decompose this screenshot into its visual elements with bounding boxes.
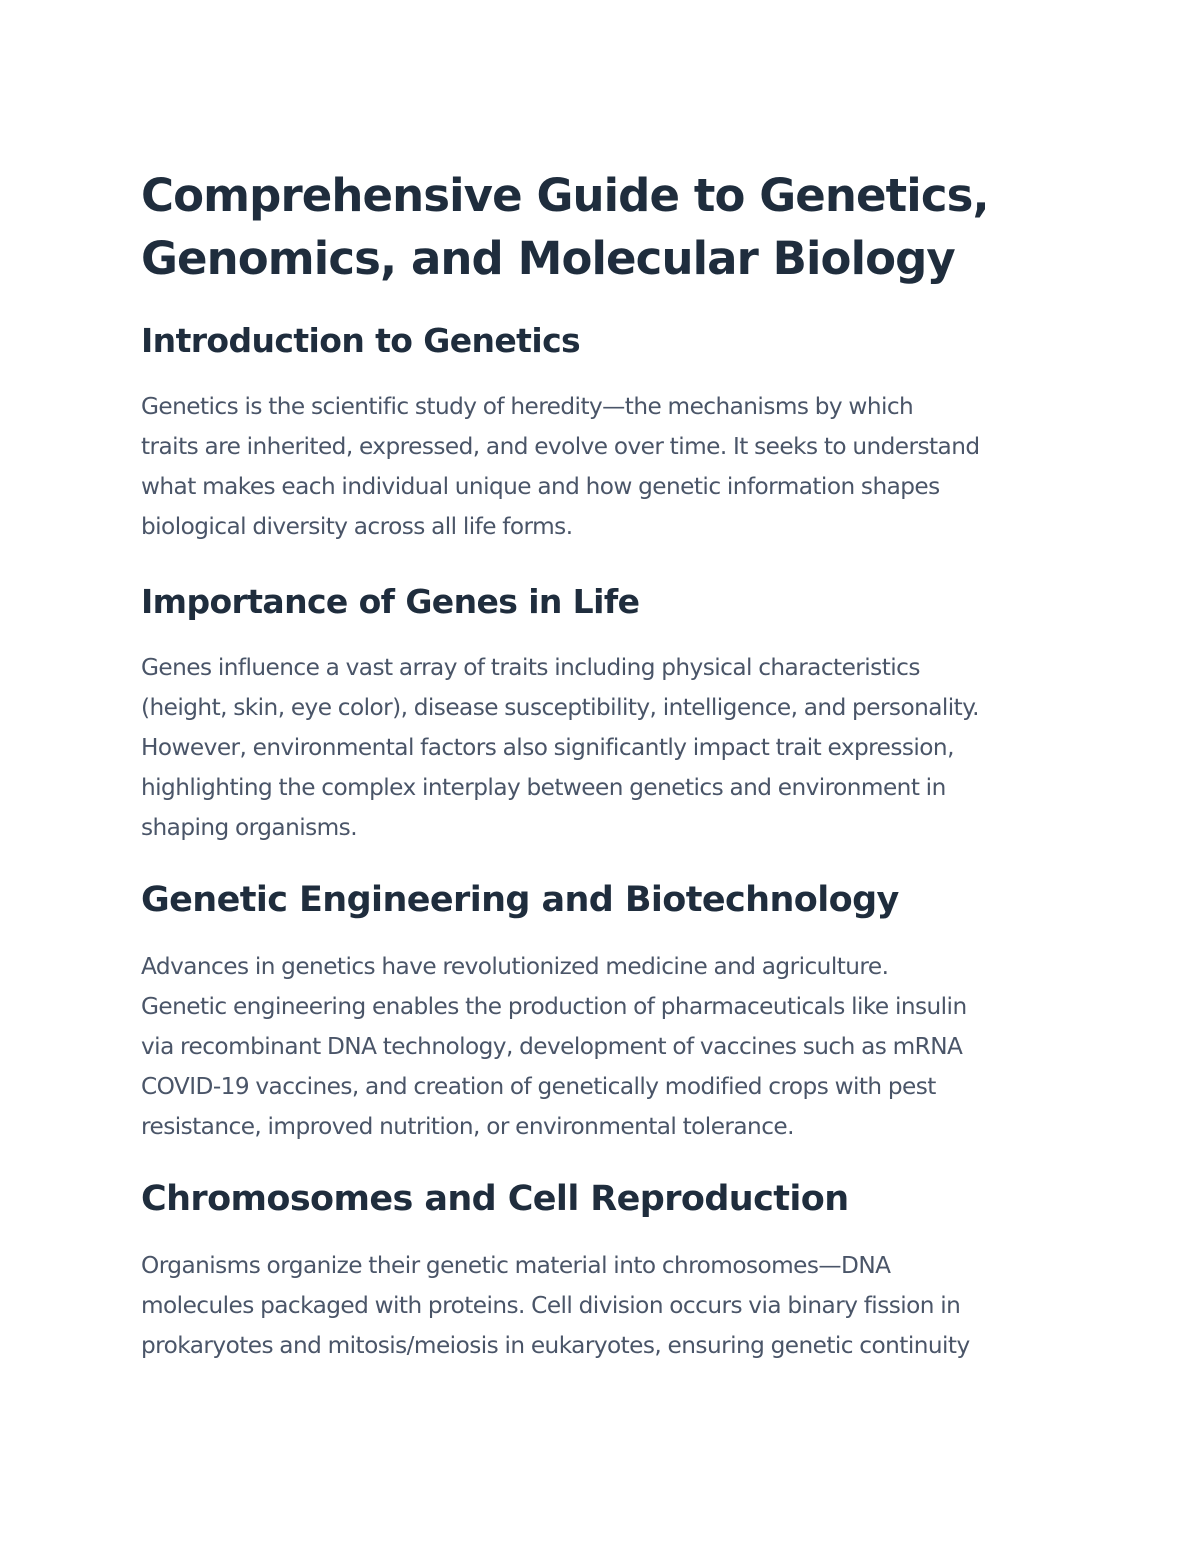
section-paragraph	[141, 648, 1061, 848]
document-title-line: Genomics, and Molecular Biology	[141, 232, 955, 285]
section-introduction-to-genetics	[141, 319, 1061, 547]
paragraph-line: (height, skin, eye color), disease susceptibility, intelligence, and personality.	[141, 694, 979, 721]
paragraph-line: highlighting the complex interplay between genetics and environment in	[141, 774, 946, 801]
paragraph-line: prokaryotes and mitosis/meiosis in eukaryotes, ensuring genetic continuity	[141, 1332, 970, 1359]
section-paragraph	[141, 947, 1061, 1147]
section-heading: Introduction to Genetics	[141, 321, 581, 360]
section-heading: Genetic Engineering and Biotechnology	[141, 880, 899, 920]
paragraph-line: resistance, improved nutrition, or environmental tolerance.	[141, 1113, 794, 1140]
section-heading: Importance of Genes in Life	[141, 582, 640, 621]
document-title-line: Comprehensive Guide to Genetics,	[141, 169, 989, 222]
paragraph-line: Advances in genetics have revolutionized medicine and agriculture.	[141, 953, 889, 980]
paragraph-line: traits are inherited, expressed, and evolve over time. It seeks to understand	[141, 433, 980, 460]
section-chromosomes	[141, 1176, 1061, 1366]
paragraph-line: However, environmental factors also significantly impact trait expression,	[141, 734, 954, 761]
section-paragraph	[141, 387, 1061, 547]
section-paragraph	[141, 1246, 1061, 1366]
document-content	[141, 164, 1061, 1366]
paragraph-line: molecules packaged with proteins. Cell division occurs via binary fission in	[141, 1292, 961, 1319]
section-importance-of-genes	[141, 580, 1061, 848]
document-title	[141, 164, 1061, 290]
paragraph-line: Organisms organize their genetic material into chromosomes—DNA	[141, 1252, 891, 1279]
paragraph-line: Genes influence a vast array of traits including physical characteristics	[141, 654, 920, 681]
section-heading: Chromosomes and Cell Reproduction	[141, 1179, 849, 1219]
paragraph-line: Genetic engineering enables the production of pharmaceuticals like insulin	[141, 993, 967, 1020]
paragraph-line: what makes each individual unique and how genetic information shapes	[141, 473, 940, 500]
paragraph-line: COVID-19 vaccines, and creation of genetically modified crops with pest	[141, 1073, 936, 1100]
paragraph-line: shaping organisms.	[141, 814, 358, 841]
section-genetic-engineering	[141, 877, 1061, 1147]
paragraph-line: biological diversity across all life forms.	[141, 513, 573, 540]
paragraph-line: Genetics is the scientific study of heredity—the mechanisms by which	[141, 393, 914, 420]
paragraph-line: via recombinant DNA technology, development of vaccines such as mRNA	[141, 1033, 963, 1060]
